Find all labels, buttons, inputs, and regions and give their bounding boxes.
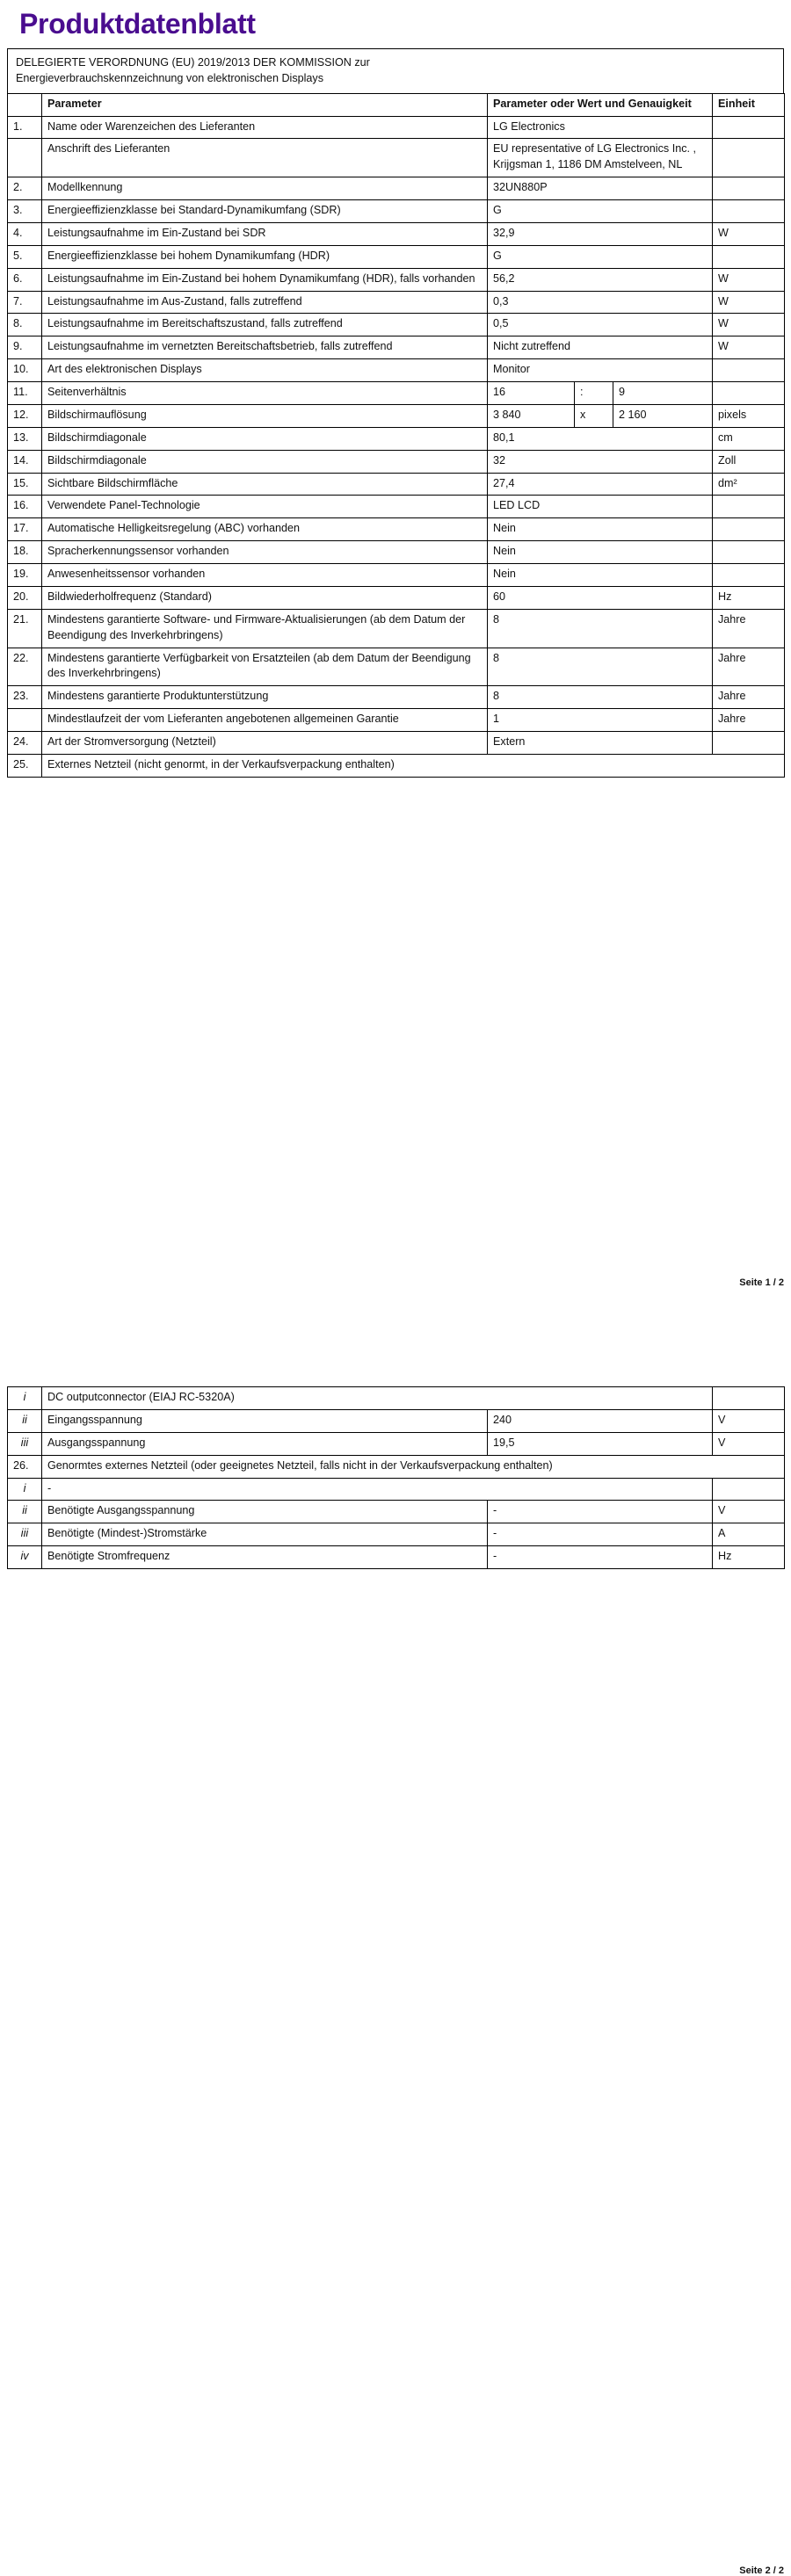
row-value: 240 (488, 1409, 713, 1432)
row-parameter: Eingangsspannung (42, 1409, 488, 1432)
row-value: 80,1 (488, 427, 713, 450)
row-value: G (488, 200, 713, 223)
row-index: 5. (8, 245, 42, 268)
table-row (8, 314, 785, 336)
row-index: 1. (8, 116, 42, 139)
row-value-a: 3 840 (488, 404, 575, 427)
row-index: 21. (8, 609, 42, 648)
row-index: 22. (8, 648, 42, 686)
row-unit: W (713, 268, 785, 291)
row-unit: V (713, 1501, 785, 1523)
row-index: ii (8, 1409, 42, 1432)
table-row (8, 139, 785, 177)
row-unit: A (713, 1523, 785, 1546)
table-row (8, 609, 785, 648)
table-row (8, 1523, 785, 1546)
row-unit (713, 518, 785, 541)
row-parameter: Seitenverhältnis (42, 382, 488, 405)
row-parameter: - (42, 1478, 713, 1501)
table-row (8, 291, 785, 314)
table-row (8, 1501, 785, 1523)
row-parameter: Spracherkennungssensor vorhanden (42, 541, 488, 564)
row-unit (713, 1478, 785, 1501)
row-parameter: Mindestens garantierte Produktunterstützung (42, 686, 488, 709)
row-value-a: 16 (488, 382, 575, 405)
row-value: 8 (488, 609, 713, 648)
row-value-separator: : (575, 382, 613, 405)
row-parameter: DC outputconnector (EIAJ RC-5320A) (42, 1387, 713, 1410)
row-parameter: Bildschirmdiagonale (42, 450, 488, 473)
row-index: 24. (8, 732, 42, 755)
row-unit: dm² (713, 473, 785, 496)
row-value: EU representative of LG Electronics Inc. , Krijgsman 1, 1186 DM Amstelveen, NL (488, 139, 713, 177)
row-value-separator: x (575, 404, 613, 427)
header-parameter: Parameter (42, 93, 488, 116)
row-value: G (488, 245, 713, 268)
row-unit: Jahre (713, 709, 785, 732)
table-row (8, 200, 785, 223)
row-value-b: 9 (613, 382, 713, 405)
row-parameter: Externes Netzteil (nicht genormt, in der Verkaufsverpackung enthalten) (42, 754, 785, 777)
table-row (8, 222, 785, 245)
row-value: 32 (488, 450, 713, 473)
row-unit (713, 732, 785, 755)
row-unit (713, 116, 785, 139)
page-title: Produktdatenblatt (19, 8, 256, 40)
row-index: 12. (8, 404, 42, 427)
row-unit: V (713, 1432, 785, 1455)
row-parameter: Mindestens garantierte Software- und Firmware-Aktualisierungen (ab dem Datum der Beendigung des Inverkehrbringens) (42, 609, 488, 648)
table-row (8, 336, 785, 359)
row-index: iii (8, 1432, 42, 1455)
row-parameter: Modellkennung (42, 177, 488, 200)
row-parameter: Bildschirmauflösung (42, 404, 488, 427)
row-index: iii (8, 1523, 42, 1546)
header-index (8, 93, 42, 116)
row-index: i (8, 1478, 42, 1501)
row-value: 0,3 (488, 291, 713, 314)
table-row (8, 245, 785, 268)
row-index: 6. (8, 268, 42, 291)
row-parameter: Mindestens garantierte Verfügbarkeit von Ersatzteilen (ab dem Datum der Beendigung des Inverkehrbringens) (42, 648, 488, 686)
regulation-header (7, 48, 784, 93)
row-value: Nicht zutreffend (488, 336, 713, 359)
row-parameter: Automatische Helligkeitsregelung (ABC) vorhanden (42, 518, 488, 541)
row-unit (713, 382, 785, 405)
row-value: LG Electronics (488, 116, 713, 139)
row-index: iv (8, 1546, 42, 1569)
table-row (8, 116, 785, 139)
row-value: 0,5 (488, 314, 713, 336)
row-parameter: Art des elektronischen Displays (42, 359, 488, 382)
row-index: 11. (8, 382, 42, 405)
row-index: 4. (8, 222, 42, 245)
row-unit: W (713, 336, 785, 359)
row-value: 56,2 (488, 268, 713, 291)
row-parameter: Sichtbare Bildschirmfläche (42, 473, 488, 496)
page-1-footer: Seite 1 / 2 (739, 1277, 784, 1288)
product-data-table-page-2 (7, 1386, 785, 1569)
row-value: 32UN880P (488, 177, 713, 200)
row-parameter: Name oder Warenzeichen des Lieferanten (42, 116, 488, 139)
row-parameter: Leistungsaufnahme im Ein-Zustand bei SDR (42, 222, 488, 245)
row-unit (713, 541, 785, 564)
row-parameter: Art der Stromversorgung (Netzteil) (42, 732, 488, 755)
row-unit: Jahre (713, 648, 785, 686)
row-index: 7. (8, 291, 42, 314)
table-row (8, 1409, 785, 1432)
row-index: ii (8, 1501, 42, 1523)
row-index: 18. (8, 541, 42, 564)
row-parameter: Anschrift des Lieferanten (42, 139, 488, 177)
row-value: 8 (488, 648, 713, 686)
row-unit: V (713, 1409, 785, 1432)
header-value: Parameter oder Wert und Genauigkeit (488, 93, 713, 116)
row-unit: W (713, 291, 785, 314)
row-unit: Jahre (713, 609, 785, 648)
table-row (8, 1478, 785, 1501)
table-row (8, 686, 785, 709)
header-unit: Einheit (713, 93, 785, 116)
row-unit: pixels (713, 404, 785, 427)
table-row (8, 496, 785, 518)
row-value: 19,5 (488, 1432, 713, 1455)
row-index (8, 709, 42, 732)
row-index: 17. (8, 518, 42, 541)
row-unit: Zoll (713, 450, 785, 473)
row-index: 8. (8, 314, 42, 336)
row-unit: Jahre (713, 686, 785, 709)
table-row (8, 268, 785, 291)
page-2-content (7, 1288, 784, 1569)
row-parameter: Energieeffizienzklasse bei hohem Dynamikumfang (HDR) (42, 245, 488, 268)
row-index: 3. (8, 200, 42, 223)
table-row (8, 1387, 785, 1410)
table-row (8, 732, 785, 755)
table-row (8, 359, 785, 382)
row-value: 8 (488, 686, 713, 709)
row-value: 1 (488, 709, 713, 732)
row-unit: Hz (713, 1546, 785, 1569)
row-value: Nein (488, 564, 713, 587)
table-row (8, 564, 785, 587)
table-row (8, 404, 785, 427)
row-index: i (8, 1387, 42, 1410)
table-row (8, 382, 785, 405)
row-value: Extern (488, 732, 713, 755)
row-parameter: Leistungsaufnahme im vernetzten Bereitschaftsbetrieb, falls zutreffend (42, 336, 488, 359)
table-row (8, 177, 785, 200)
row-parameter: Anwesenheitssensor vorhanden (42, 564, 488, 587)
row-value: LED LCD (488, 496, 713, 518)
regulation-line-2: Energieverbrauchskennzeichnung von elektronischen Displays (16, 72, 324, 85)
row-unit (713, 496, 785, 518)
row-index: 16. (8, 496, 42, 518)
row-value: Nein (488, 541, 713, 564)
row-value: 32,9 (488, 222, 713, 245)
row-unit (713, 139, 785, 177)
row-parameter: Bildwiederholfrequenz (Standard) (42, 586, 488, 609)
page-2-top-margin (7, 1288, 784, 1386)
row-value: Nein (488, 518, 713, 541)
row-index: 14. (8, 450, 42, 473)
row-unit (713, 177, 785, 200)
row-index: 10. (8, 359, 42, 382)
row-unit: Hz (713, 586, 785, 609)
row-value: Monitor (488, 359, 713, 382)
row-parameter: Benötigte (Mindest-)Stromstärke (42, 1523, 488, 1546)
page-2 (0, 1288, 791, 2576)
row-parameter: Bildschirmdiagonale (42, 427, 488, 450)
table-header-row (8, 93, 785, 116)
row-value: - (488, 1501, 713, 1523)
row-parameter: Verwendete Panel-Technologie (42, 496, 488, 518)
row-index: 15. (8, 473, 42, 496)
row-parameter: Mindestlaufzeit der vom Lieferanten angebotenen allgemeinen Garantie (42, 709, 488, 732)
row-unit: W (713, 314, 785, 336)
row-index: 26. (8, 1455, 42, 1478)
table-row (8, 1546, 785, 1569)
row-index: 9. (8, 336, 42, 359)
row-index: 13. (8, 427, 42, 450)
row-parameter: Energieeffizienzklasse bei Standard-Dynamikumfang (SDR) (42, 200, 488, 223)
row-index: 19. (8, 564, 42, 587)
table-row (8, 518, 785, 541)
row-value: - (488, 1546, 713, 1569)
table-row (8, 427, 785, 450)
row-parameter: Leistungsaufnahme im Bereitschaftszustand, falls zutreffend (42, 314, 488, 336)
row-index: 2. (8, 177, 42, 200)
table-row (8, 754, 785, 777)
row-unit (713, 564, 785, 587)
table-row (8, 473, 785, 496)
row-index: 20. (8, 586, 42, 609)
row-unit: W (713, 222, 785, 245)
row-value: 60 (488, 586, 713, 609)
row-unit (713, 245, 785, 268)
row-index: 23. (8, 686, 42, 709)
table-row (8, 450, 785, 473)
row-unit (713, 359, 785, 382)
table-row (8, 1432, 785, 1455)
row-unit (713, 1387, 785, 1410)
row-value: - (488, 1523, 713, 1546)
page-2-footer: Seite 2 / 2 (739, 2565, 784, 2576)
row-parameter: Genormtes externes Netzteil (oder geeignetes Netzteil, falls nicht in der Verkaufsverpackung enthalten) (42, 1455, 785, 1478)
row-parameter: Leistungsaufnahme im Aus-Zustand, falls zutreffend (42, 291, 488, 314)
row-value-b: 2 160 (613, 404, 713, 427)
row-parameter: Benötigte Stromfrequenz (42, 1546, 488, 1569)
row-value: 27,4 (488, 473, 713, 496)
product-data-table-page-1 (7, 93, 785, 778)
table-row (8, 709, 785, 732)
row-parameter: Ausgangsspannung (42, 1432, 488, 1455)
regulation-line-1: DELEGIERTE VERORDNUNG (EU) 2019/2013 DER KOMMISSION zur (16, 56, 370, 69)
table-row (8, 586, 785, 609)
row-unit: cm (713, 427, 785, 450)
row-parameter: Benötigte Ausgangsspannung (42, 1501, 488, 1523)
row-parameter: Leistungsaufnahme im Ein-Zustand bei hohem Dynamikumfang (HDR), falls vorhanden (42, 268, 488, 291)
page-1-content (7, 0, 784, 778)
row-index: 25. (8, 754, 42, 777)
table-row (8, 541, 785, 564)
row-unit (713, 200, 785, 223)
table-row (8, 648, 785, 686)
table-row (8, 1455, 785, 1478)
row-index (8, 139, 42, 177)
